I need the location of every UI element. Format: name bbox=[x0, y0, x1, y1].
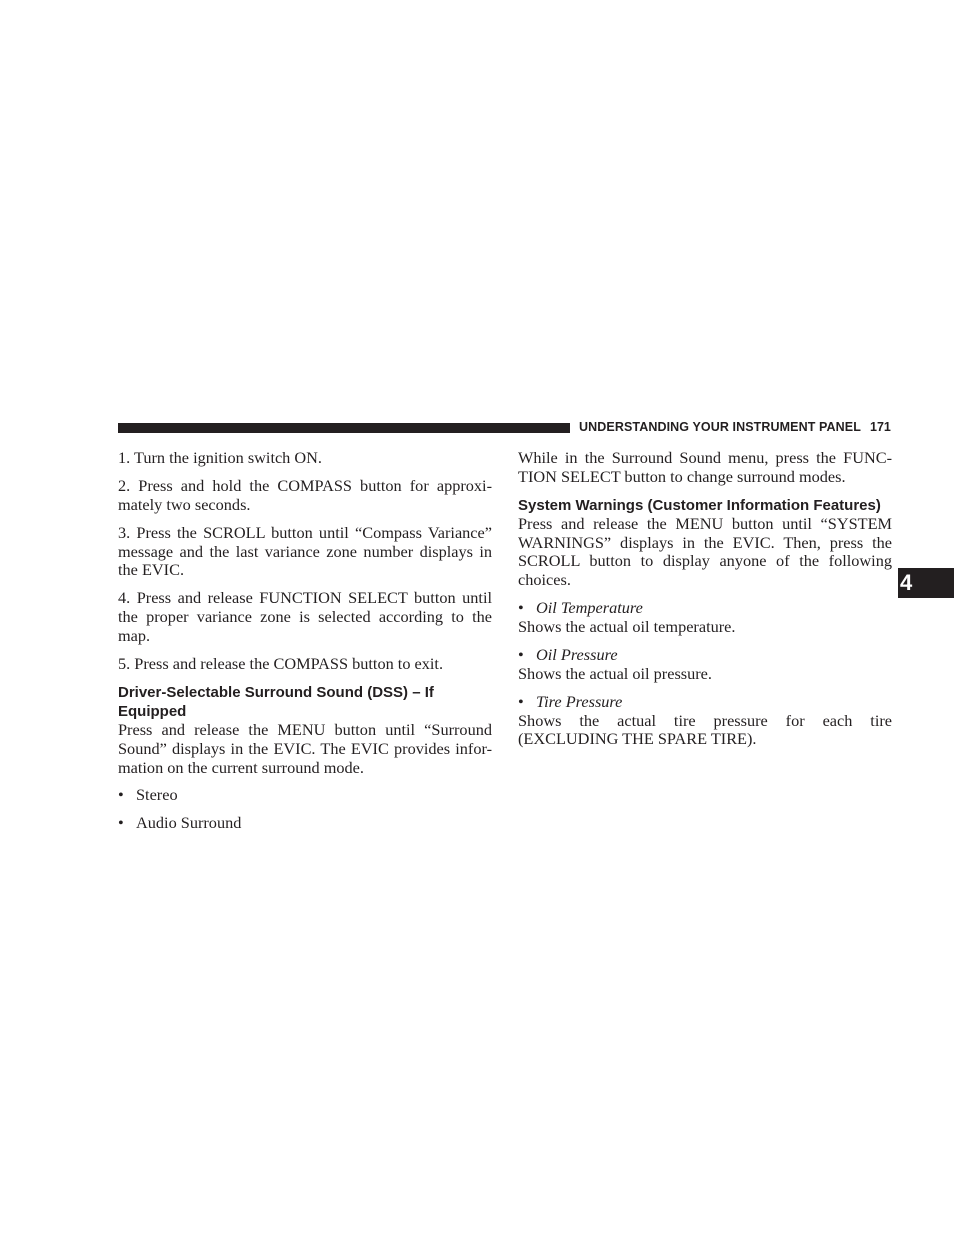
dss-option-stereo bbox=[118, 786, 492, 805]
warning-item-title: Oil Pressure bbox=[536, 644, 618, 664]
bullet-glyph: • bbox=[518, 598, 524, 618]
chapter-tab bbox=[898, 568, 954, 598]
left-column bbox=[118, 449, 492, 842]
warning-item-description: Shows the actual oil pressure. bbox=[518, 663, 712, 683]
dss-option-label: Audio Surround bbox=[136, 813, 242, 833]
surround-body: While in the Surround Sound menu, press the FUNC-TION SELECT button to change surround modes. bbox=[518, 448, 892, 486]
warnings-body: Press and release the MENU button until “SYSTEM WARNINGS” displays in the EVIC. Then, press the SCROLL button to display anyone of the following choices. bbox=[518, 513, 892, 590]
dss-option-label: Stereo bbox=[136, 785, 178, 805]
warning-item-title: Tire Pressure bbox=[536, 691, 623, 711]
step-3: 3. Press the SCROLL button until “Compass Variance” message and the last variance zone number displays in the EVIC. bbox=[118, 522, 492, 580]
step-4: 4. Press and release FUNCTION SELECT button until the proper variance zone is selected according to the map. bbox=[118, 588, 492, 645]
header-rule bbox=[118, 423, 570, 433]
running-header-title: UNDERSTANDING YOUR INSTRUMENT PANEL bbox=[579, 420, 861, 434]
right-column bbox=[518, 449, 892, 758]
warning-item-oil-temperature bbox=[518, 599, 892, 618]
step-2: 2. Press and hold the COMPASS button for approxi-mately two seconds. bbox=[118, 475, 492, 514]
dss-body: Press and release the MENU button until “Surround Sound” displays in the EVIC. The EVIC provides infor-mation on the current surround mode. bbox=[118, 719, 492, 777]
bullet-glyph: • bbox=[118, 813, 124, 833]
dss-option-audio-surround bbox=[118, 814, 492, 833]
page-number: 171 bbox=[870, 420, 891, 434]
step-1: 1. Turn the ignition switch ON. bbox=[118, 448, 322, 467]
bullet-glyph: • bbox=[518, 644, 524, 664]
chapter-number: 4 bbox=[900, 570, 913, 595]
warning-item-description: Shows the actual tire pressure for each tire (EXCLUDING THE SPARE TIRE). bbox=[518, 710, 892, 749]
step-5: 5. Press and release the COMPASS button to exit. bbox=[118, 653, 444, 673]
warning-item-title: Oil Temperature bbox=[536, 598, 643, 618]
warning-item-oil-pressure bbox=[518, 646, 892, 665]
warnings-heading: System Warnings (Customer Information Features) bbox=[518, 496, 881, 514]
dss-heading: Driver-Selectable Surround Sound (DSS) – If Equipped bbox=[118, 683, 434, 720]
bullet-glyph: • bbox=[118, 785, 124, 805]
warning-item-description: Shows the actual oil temperature. bbox=[518, 616, 736, 636]
warning-item-tire-pressure bbox=[518, 693, 892, 712]
bullet-glyph: • bbox=[518, 691, 524, 711]
